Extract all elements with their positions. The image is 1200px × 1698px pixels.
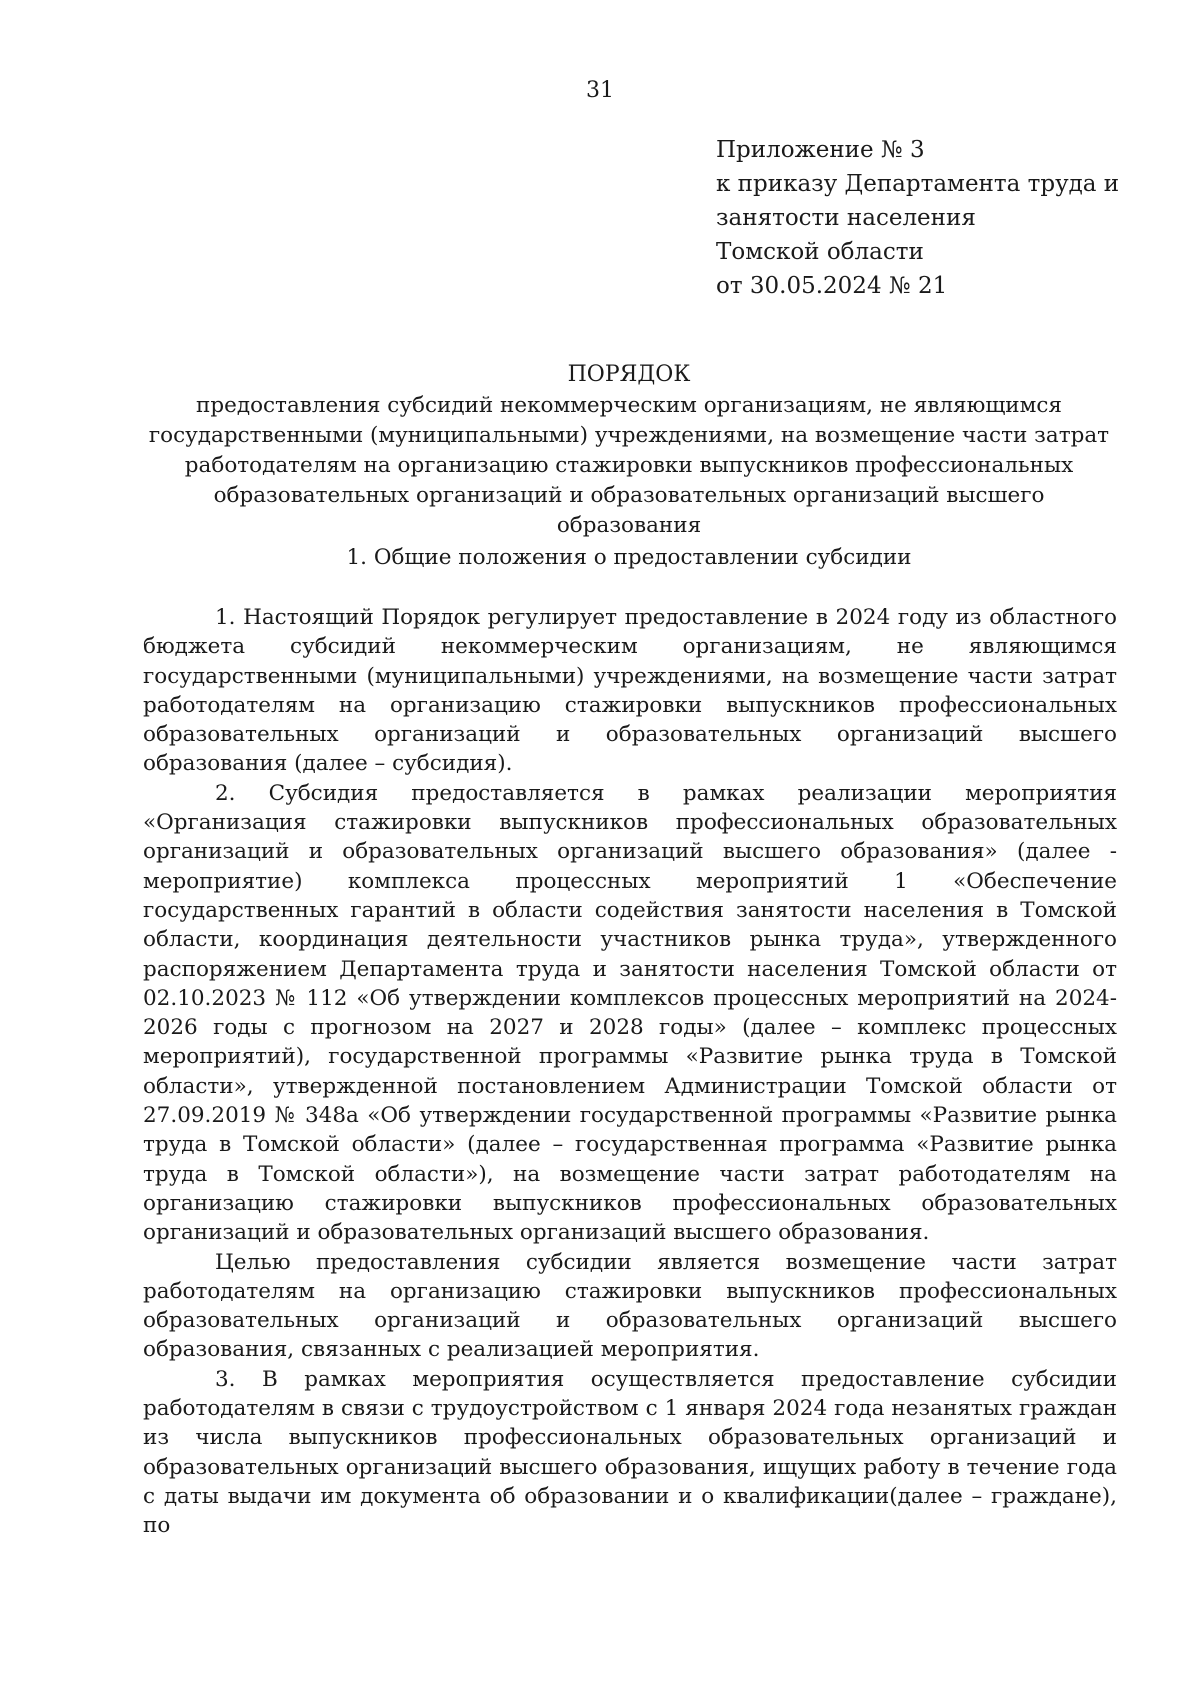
document-title-block	[140, 360, 1118, 541]
appendix-line: к приказу Департамента труда и	[716, 171, 1120, 197]
appendix-line: от 30.05.2024 № 21	[716, 273, 948, 299]
paragraph-goal: Целью предоставления субсидии является возмещение части затрат работодателям на организацию стажировки выпускников профессиональных образовательных организаций и образовательных организаций высшего образования, связанных с реализацией мероприятия.	[143, 1249, 1117, 1363]
paragraph-2: 2. Субсидия предоставляется в рамках реализации мероприятия «Организация стажировки выпускников профессиональных образовательных организаций и образовательных организаций высшего образования» (далее - мероприятие) комплекса процессных мероприятий 1 «Обеспечение государственных гарантий в области содействия занятости населения в Томской области, координация деятельности участников рынка труда», утвержденного распоряжением Департамента труда и занятости населения Томской области от 02.10.2023 № 112 «Об утверждении комплексов процессных мероприятий на 2024-2026 годы с прогнозом на 2027 и 2028 годы» (далее – комплекс процессных мероприятий), государственной программы «Развитие рынка труда в Томской области», утвержденной постановлением Администрации Томской области от 27.09.2019 № 348а «Об утверждении государственной программы «Развитие рынка труда в Томской области» (далее – государственная программа «Развитие рынка труда в Томской области»), на возмещение части затрат работодателям на организацию стажировки выпускников профессиональных образовательных организаций и образовательных организаций высшего образования.	[143, 780, 1117, 1246]
paragraph-3: 3. В рамках мероприятия осуществляется предоставление субсидии работодателям в связи с трудоустройством с 1 января 2024 года незанятых граждан из числа выпускников профессиональных образовательных организаций и образовательных организаций высшего образования, ищущих работу в течение года с даты выдачи им документа об образовании и о квалификации(далее – граждане), по	[143, 1366, 1117, 1539]
paragraph-1: 1. Настоящий Порядок регулирует предоставление в 2024 году из областного бюджета субсидий некоммерческим организациям, не являющимся государственными (муниципальными) учреждениями, на возмещение части затрат работодателям на организацию стажировки выпускников профессиональных образовательных организаций и образовательных организаций высшего образования (далее – субсидия).	[143, 605, 1117, 777]
document-title: ПОРЯДОК	[567, 362, 691, 387]
page-number: 31	[586, 78, 614, 103]
appendix-reference	[716, 133, 1136, 303]
appendix-line: занятости населения	[716, 205, 976, 231]
body-text	[143, 603, 1117, 1541]
document-subtitle: предоставления субсидий некоммерческим организациям, не являющимся государственными (муниципальными) учреждениями, на возмещение части затрат работодателям на организацию стажировки выпускников профессиональных образовательных организаций и образовательных организаций высшего образования	[148, 393, 1110, 538]
section-heading: 1. Общие положения о предоставлении субсидии	[346, 545, 912, 570]
appendix-line: Томской области	[716, 239, 924, 265]
appendix-line: Приложение № 3	[716, 137, 925, 163]
